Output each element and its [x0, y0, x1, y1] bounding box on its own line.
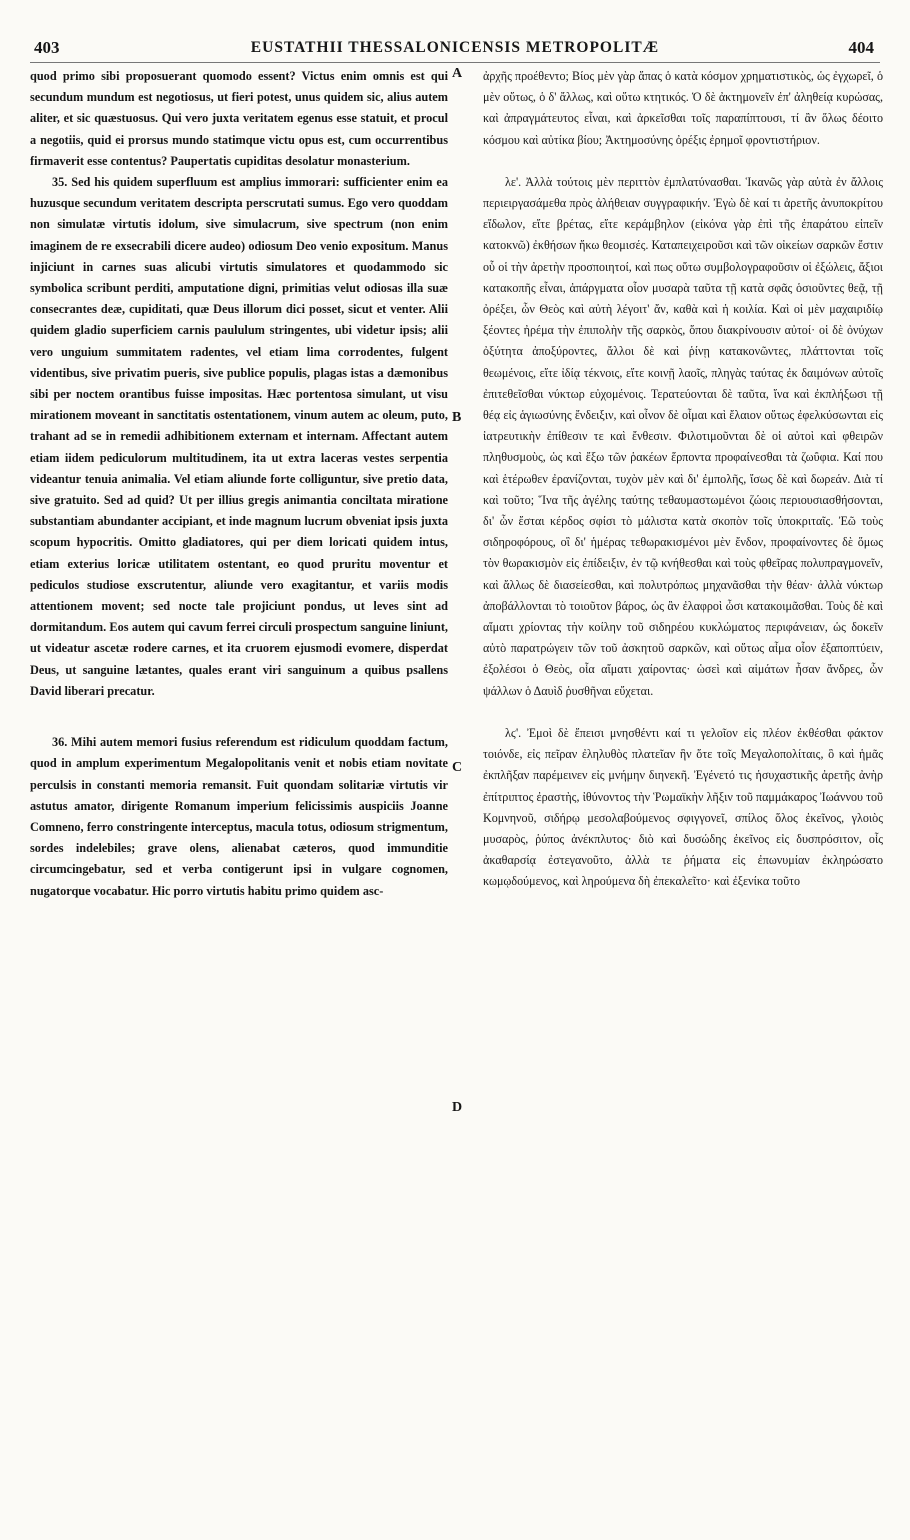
page-number-left: 403 — [34, 38, 60, 57]
margin-marker-c: C — [452, 760, 463, 775]
latin-paragraph-35: 35. Sed his quidem superfluum est amplius immorari: sufficienter enim ea huzusque secundum veritatem descripta perscrutati sumus. Ego vero quoddam non simulatæ virtutis idolum, sive simulacrum, sive spectrum (non enim imaginem de re exsecrabili dicere audeo) odiosum Deo venio expositum. Manus injiciunt in carnes suas alicubi virtutis simulatores et quodammodo sic symbolica scribunt perditi, amputatione digni, primitias velut odiosas illa suæ consecrantes deæ, cupiditati, quæ Deus illorum dici posset, sicut et venter. Alii quidem gladio superficiem carnis paululum stringentes, ubi videtur ipsis; alii vero unguium summitatem radentes, vel etiam lima corrodentes, fulgent videntibus, sive privatim pueris, sive publice populis, plagas istas a dæmonibus sibi per noctem orantibus fuisse impositas. Hæc portentosa simulant, ut visu mirationem moveant in sanctitatis ostentationem, vinum autem ac oleum, puto, trahant ad se in remedii adhibitionem externam et internam. Affectant autem etiam iidem pediculorum multitudinem, ita ut extra laceras vestes serpentia videantur tenuia animalia. Vel etiam aliunde forte colliguntur, sive pretio data, sive gratuito. Sed ad quid? Ut per illius gregis animantia conciltata miratione substantiam abundanter accipiant, et inde magnum lucrum obveniat ipsis juxta scopum hypocritis. Omitto gladiatores, qui per diem loricati quidem intus, etiam exterius loricæ utilitatem ostentant, eo quod pruritu moventur et pediculos studiose exscrutentur, aliunde vero exagitantur, et variis modis attentionem movent; sed nocte tale projiciunt pondus, ut leves sint ad dormitandum. Eos autem qui cavum ferrei circuli prospectum sanguine liniunt, ut videatur ascetæ rodere carnes, et ita cruorem ejusmodi evomere, disperdat Deus, ut sanguine lætantes, quales erant viri sanguinum a quibus psallens David liberari precatur. — [30, 175, 448, 698]
latin-paragraph-36: 36. Mihi autem memori fusius referendum est ridiculum quoddam factum, quod in amplum experimentum Megalopolitanis venit et nobis etiam novitate perculsis in constanti memoria remansit. Fuit quondam solitariæ virtutis vir astutus amator, dirigente Romanum imperium felicissimis auspiciis Joanne Comneno, ferro constringente interceptus, macula totus, odiosum strigmentum, sordes indelebiles; grave olens, alienabat cæteros, quod immunditie circumcingebatur, sed et verba contigerunt ipsi in vulgare cognomen, nugatorque vocabatur. Hic porro virtutis habitu primo quidem asc- — [30, 735, 448, 898]
latin-column — [30, 66, 448, 902]
greek-column — [483, 66, 883, 893]
margin-marker-b: B — [452, 410, 462, 425]
margin-marker-d: D — [452, 1100, 463, 1115]
greek-paragraph-35: λε'. Ἀλλὰ τούτοις μὲν περιττὸν ἐμπλατύνασθαι. Ἱκανῶς γὰρ αὐτὰ ἐν ἄλλοις περιειργασάμεθα πρὸς ἀλήθειαν συγγραφικήν. Ἐγὼ δὲ καί τι ἀρετῆς ἀνυποκρίτου εἴδωλον, εἴτε βρέτας, εἴτε κεράμβηλον (εἰκόνα γὰρ ἐπὶ τῆς ἐπαράτου εἰπεῖν κατοκνῶ) ἐκθήσων ἥκω θεομισές. Καταπειχειροῦσι καὶ τῶν οἰκείων σαρκῶν ἔστιν οὗ οἱ τὴν ἀρετὴν προσποιητοί, καὶ πως οὕτω συμβολογραφοῦσιν οἱ ἐξώλεις, ἄξιοι κατακοπῆς εἶναι, ἀπάργματα οἷον μυσαρὰ ταῦτα τῇ κατὰ σφᾶς ὁσιοῦντες θεᾷ, τῇ ὀρέξει, ὧν Θεὸς καὶ αὐτὴ λέγοιτ' ἄν, καθὰ καὶ ἡ κοιλία. Καὶ οἱ μὲν μαχαιριδίῳ ξέοντες ἠρέμα τὴν ἐπιπολὴν τῆς σαρκὸς, ὅπου διακρίνουσιν αὐτοί· οἱ δὲ ὀνύχων ὀξύτητα ἀποξύροντες, ἄλλοι δὲ καὶ ῥίνῃ κατακονῶντες, πλάττονται τοῖς θεωμένοις, εἴτε ἰδίᾳ τέκνοις, εἴτε κοινῇ λαοῖς, πληγὰς ταύτας ἐκ δαιμόνων αὐτοῖς ἐπιτεθεῖσθαι νύκτωρ εὐχομένοις. Τερατεύονται δὲ ταῦτα, ἵνα καὶ ἐκπλήξωσι τῇ θέᾳ εἰς ἁγιωσύνης ἔνδειξιν, καὶ οἶνον δὲ οἶμαι καὶ ἔλαιον οὕτως ἐφελκύσωνται εἰς ἰατρευτικὴν ἐπίθεσιν τε καὶ ἔνθεσιν. Φιλοτιμοῦνται δὲ οἱ αὐτοὶ καὶ φθειρῶν πληθυσμοὺς, ὡς καὶ ἔξω τῶν ῥακέων ἕρποντα προφαίνεσθαι τὰ ζωΰφια. Καί που καὶ ἑτέρωθεν ἐρανίζονται, τυχὸν μὲν καὶ δι' ἐμπολῆς, ἴσως δὲ καὶ δωρεάν. Διὰ τί καὶ τοῦτο; Ἵνα τῆς ἀγέλης ταύτης τεθαυμαστωμένοι ζώοις περιουσιασθήσονται, δι' ὧν ἔσται κέρδος σφίσι τὸ μάλιστα κατὰ σκοπὸν τοῖς ὑποκριταῖς. Ἐῶ τοὺς σιδηροφόρους, οἳ δι' ἡμέρας τεθωρακισμένοι μὲν ἔνδον, προφαίνοντες δὲ ὅμως τὸν θωρακισμὸν εἰς ἐπίδειξιν, ἐν τῷ κνήθεσθαι καὶ τοὺς φθεῖρας πολυπραγμονεῖν, καὶ ἄλλως δὲ διασείεσθαι, καὶ πολυτρόπως μηχανᾶσθαι τὴν θέαν· ἀλλὰ νύκτωρ ἀποβάλλονται τὸ τοιοῦτον βάρος, ὡς ἂν ἐλαφροὶ ὦσι κατακοιμᾶσθαι. Τοὺς δὲ καὶ αἵματι χρίοντας τὴν κοίλην τοῦ σιδηρέου κυκλώματος περιφάνειαν, ὡς δοκεῖν αὐτὸ παρατρώγειν τῶν τοῦ ἀσκητοῦ σαρκῶν, καὶ οὕτως αἷμα οἷον ἐξαποπτύειν, ἐξολέσοι ὁ Θεὸς, οἷα αἵματι χαίροντας· ὡσεὶ καὶ αἱμάτων ἦσαν ἄνδρες, ὧν ψάλλων ὁ Δαυὶδ ῥυσθῆναι εὔχεται. — [483, 174, 883, 698]
margin-marker-a: A — [452, 66, 463, 81]
greek-paragraph-36: λϛ'. Ἐμοὶ δὲ ἔπεισι μνησθέντι καί τι γελοῖον εἰς πλέον ἐκθέσθαι φάκτον τοιόνδε, εἰς πεῖραν ἐληλυθὸς πλατεῖαν ἣν ὅτε τοῖς Μεγαλοπολίταις, ὃ καὶ ἡμᾶς ἐκπλῆξαν παρέμεινεν εἰς μνήμην διηνεκῆ. Ἐγένετό τις ἡσυχαστικῆς ἀρετῆς ἀνὴρ ἐπίτριπτος ἐραστὴς, ἰθύνοντος τὴν Ῥωμαϊκὴν λῆξιν τοῦ παμμάκαρος Ἰωάννου τοῦ Κομνηνοῦ, σιδήρῳ μεσολαβούμενος σφιγγονεῖ, σπίλος ὅλος ἐκεῖνος, γλοιὸς μυσαρὸς, ῥύπος ἀνέκπλυτος· διὸ καὶ δυσώδης ἐκεῖνος εἰς δυσπρόσιτον, οἷς ἀκαθαρσίᾳ ἐστεγανοῦτο, ἀλλὰ τε ῥήματα εἰς ἐπωνυμίαν ἐκληρώσατο κωμῳδούμενος, καὶ ληρούμενα δὴ ἐπεκαλεῖτο· καὶ ἐξενίκα τοῦτο — [483, 725, 883, 889]
greek-paragraph-1: ἀρχῆς προέθεντο; Βίος μὲν γὰρ ἅπας ὁ κατὰ κόσμον χρηματιστικὸς, ὡς ἐγχωρεῖ, ὁ μὲν οὕτως, ὁ δ' ἄλλως, καὶ οὕτω κτητικός. Ὁ δὲ ἀκτημονεῖν ἐπ' ἀληθείᾳ κυρώσας, καὶ ἀπραγμάτευτος εἶναι, καὶ ἀρκεῖσθαι τοῖς παραπίπτουσι, τί ἂν ὅλως δέοιτο κόσμου καὶ αὐτίκα βίου; Ἀκτημοσύνης ὀρέξις ἐρημοῖ φροντιστήριον. — [483, 69, 883, 147]
page-number-right: 404 — [848, 38, 874, 57]
running-title: EUSTATHII THESSALONICENSIS METROPOLITÆ — [250, 39, 660, 56]
running-header — [30, 36, 880, 63]
latin-paragraph-1: quod primo sibi proposuerant quomodo essent? Victus enim omnis est qui secundum mundum est negotiosus, ut fieri potest, unus quidem sic, alius autem aliter, et sic quæstuosus. Qui vero juxta veritatem egenus esse statuit, et procul a negotiis, quid ei prorsus mundo statimque victu opus est, cum occurrentibus firmaverit esse contentus? Paupertatis cupiditas desolatur monasterium. — [30, 69, 448, 168]
